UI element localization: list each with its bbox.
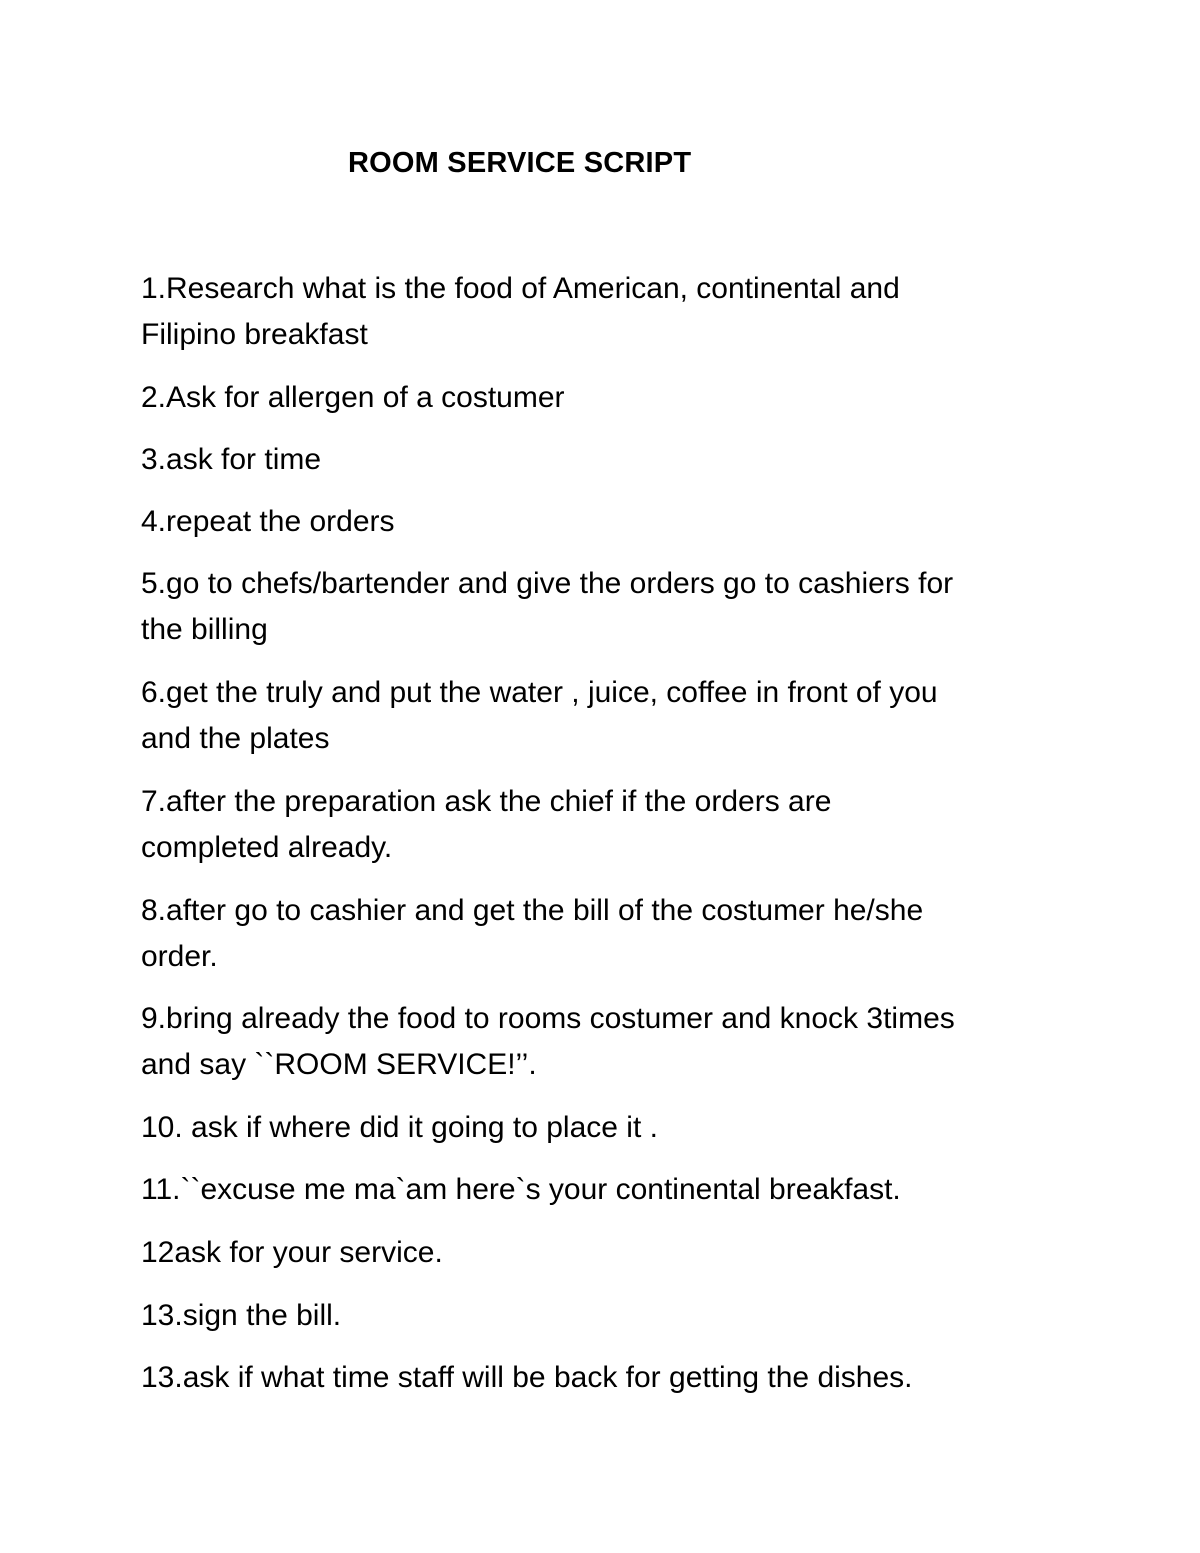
list-item-line: order. (141, 940, 218, 973)
list-item (141, 375, 1041, 421)
list-item-line: 11.``excuse me ma`am here`s your continental breakfast. (141, 1173, 901, 1206)
list-item-line: 6.get the truly and put the water , juice, coffee in front of you (141, 676, 938, 709)
list-item-line: 2.Ask for allergen of a costumer (141, 381, 565, 414)
list-item (141, 561, 1041, 653)
document-title: ROOM SERVICE SCRIPT (348, 147, 692, 179)
list-item (141, 996, 1041, 1088)
list-item-line: 8.after go to cashier and get the bill of the costumer he/she (141, 894, 924, 927)
list-item (141, 1230, 1041, 1276)
list-item-line: 12ask for your service. (141, 1236, 443, 1269)
list-item (141, 1167, 1041, 1213)
list-item (141, 1293, 1041, 1339)
list-item-line: 7.after the preparation ask the chief if the orders are (141, 785, 832, 818)
list-item-line: and the plates (141, 722, 330, 755)
list-item-line: and say ``ROOM SERVICE!’’. (141, 1048, 537, 1081)
list-item (141, 1355, 1041, 1401)
list-item-line: 3.ask for time (141, 443, 322, 476)
list-item-line: completed already. (141, 831, 393, 864)
list-item-line: 1.Research what is the food of American, continental and (141, 272, 900, 305)
list-item-line: Filipino breakfast (141, 318, 368, 351)
list-item-line: 13.ask if what time staff will be back for getting the dishes. (141, 1361, 913, 1394)
list-item-line: the billing (141, 613, 268, 646)
list-item (141, 779, 1041, 871)
list-item-line: 5.go to chefs/bartender and give the orders go to cashiers for (141, 567, 954, 600)
list-item (141, 1105, 1041, 1151)
list-item-line: 9.bring already the food to rooms costumer and knock 3times (141, 1002, 955, 1035)
list-item (141, 499, 1041, 545)
list-item (141, 670, 1041, 762)
list-item-line: 13.sign the bill. (141, 1299, 342, 1332)
list-item-line: 4.repeat the orders (141, 505, 395, 538)
list-item-line: 10. ask if where did it going to place it . (141, 1111, 658, 1144)
list-item (141, 888, 1041, 980)
list-item (141, 437, 1041, 483)
list-item (141, 266, 1041, 358)
